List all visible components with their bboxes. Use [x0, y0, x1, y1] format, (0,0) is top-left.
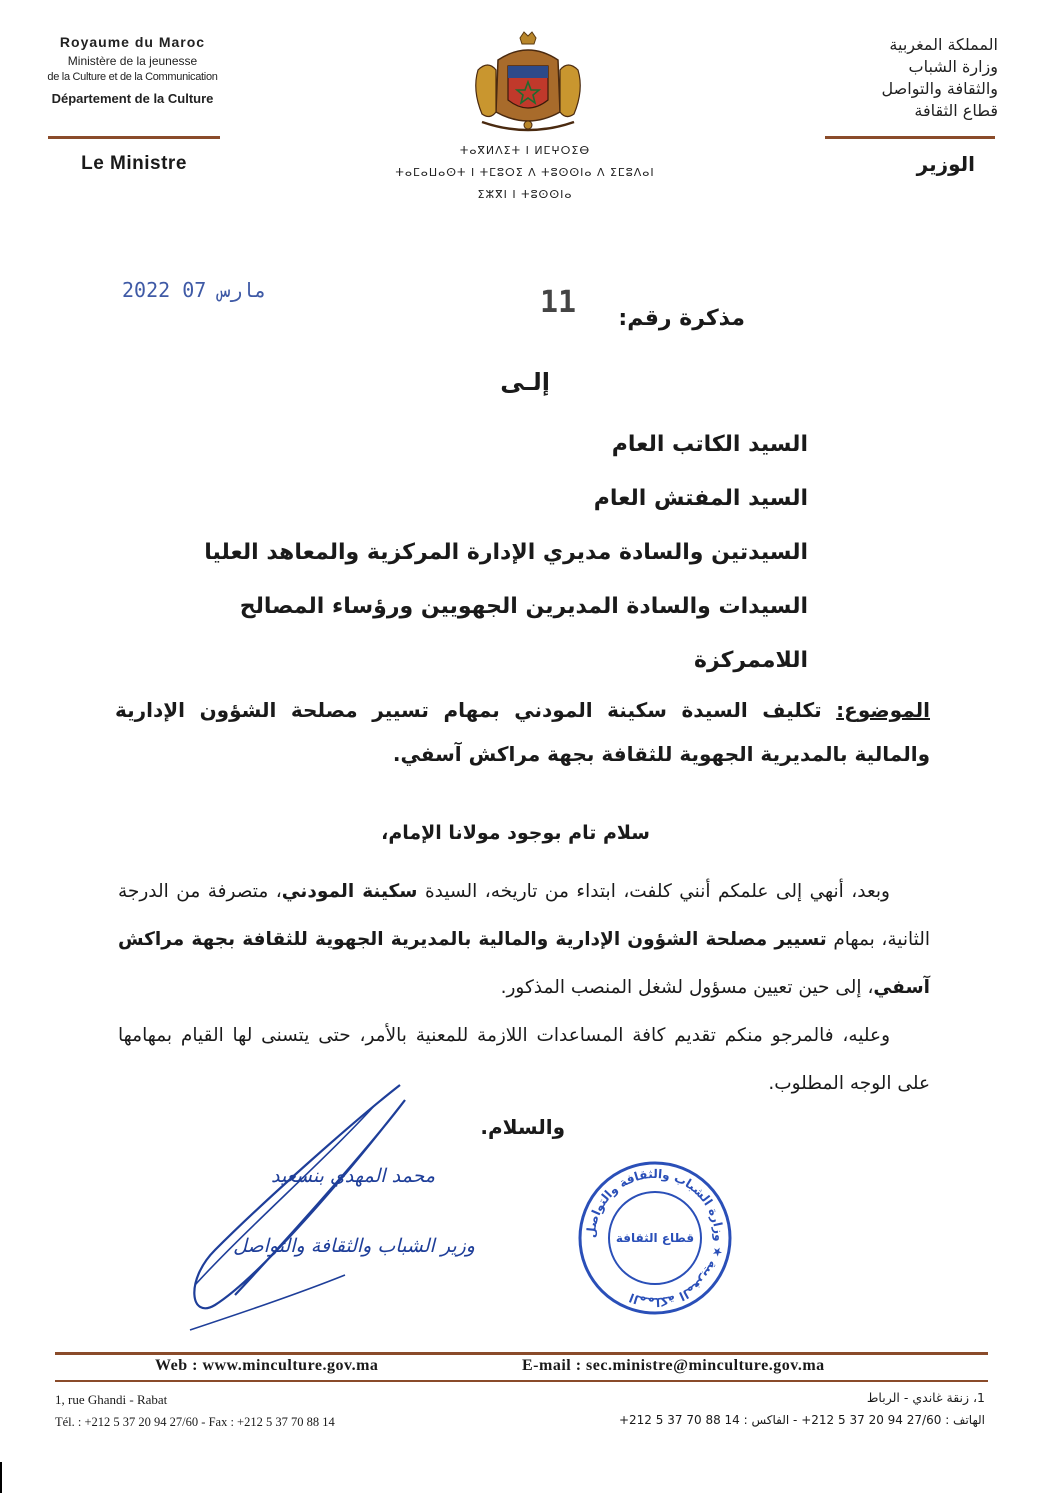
header-divider-fr — [48, 136, 220, 139]
recipient-item: السيدتين والسادة مديري الإدارة المركزية والمعاهد العليا — [204, 540, 808, 565]
header-divider-ar — [825, 136, 995, 139]
closing: والسلام. — [480, 1115, 565, 1139]
header-fr — [40, 34, 225, 106]
subject — [115, 688, 930, 776]
seal-center-text: قطاع الثقافة — [615, 1231, 695, 1245]
memo-number-stamp: 11 — [540, 285, 577, 320]
signature-icon — [175, 1080, 505, 1340]
tifinagh-line1: ⵜⴰⴳⵍⴷⵉⵜ ⵏ ⵍⵎⵖⵔⵉⴱ — [459, 144, 591, 157]
header-ar — [820, 34, 998, 122]
department-fr: Département de la Culture — [51, 91, 214, 106]
employee-name: سكينة المودني — [281, 881, 418, 902]
subject-text: تكليف السيدة سكينة المودني بمهام تسيير مصلحة الشؤون الإدارية والمالية بالمديرية الجهوية للثقافة بجهة مراكش آسفي. — [115, 698, 930, 766]
body-text-segment: وبعد، أنهي إلى علمكم أنني كلفت، ابتداء من تاريخه، السيدة — [417, 881, 890, 902]
coat-of-arms-icon — [468, 30, 588, 140]
footer-divider-bottom — [55, 1380, 988, 1382]
scan-edge-mark — [0, 1462, 2, 1493]
ministry-line1-ar: وزارة الشباب — [908, 57, 998, 76]
recipients-list — [200, 418, 808, 688]
memo-number-label: مذكرة رقم: — [618, 306, 745, 331]
seal-ring-text: المملكة المغربية ★ وزارة الشباب والثقافة والتواصل — [583, 1166, 727, 1310]
recipient-item: السيد الكاتب العام — [611, 432, 808, 457]
footer-phone-fr: Tél. : +212 5 37 20 94 27/60 - Fax : +212 5 37 70 88 14 — [55, 1415, 335, 1429]
footer-divider-top — [55, 1352, 988, 1355]
assignment-text: تسيير مصلحة الشؤون الإدارية والمالية بالمديرية الجهوية للثقافة بجهة مراكش آسفي — [118, 929, 930, 998]
signatory-name: محمد المهدي بنسعيد — [271, 1165, 435, 1187]
footer-phone-ar: الهاتف : 27/60 94 20 37 5 212+ - الفاكس : 14 88 70 37 5 212+ — [618, 1413, 985, 1427]
country-name-ar: المملكة المغربية — [889, 35, 998, 54]
tifinagh-line2: ⵜⴰⵎⴰⵡⴰⵙⵜ ⵏ ⵜⵎⵓⵔⵉ ⴷ ⵜⵓⵙⵙⵏⴰ ⴷ ⵉⵎⵓⴷⴰⵏ — [395, 166, 655, 179]
ministry-line2-ar: والثقافة والتواصل — [881, 79, 998, 98]
date-stamp: 2022 مارس 07 — [122, 278, 267, 302]
body-paragraph-2: وعليه، فالمرجو منكم تقديم كافة المساعدات اللازمة للمعنية بالأمر، حتى يتسنى لها القيام بمهامها على الوجه المطلوب. — [118, 1025, 930, 1094]
greeting: سلام تام بوجود مولانا الإمام، — [381, 822, 650, 844]
body-paragraph-1 — [118, 868, 930, 1012]
subject-label: الموضوع: — [836, 698, 930, 722]
letter-body — [118, 868, 930, 1108]
footer-email: E-mail : sec.ministre@minculture.gov.ma — [522, 1357, 825, 1374]
minister-title-ar: الوزير — [916, 152, 975, 176]
header-tifinagh — [370, 140, 680, 206]
ministry-line2-fr: de la Culture et de la Communication — [47, 71, 218, 83]
minister-title-fr: Le Ministre — [81, 153, 187, 174]
footer-address-ar: 1، زنقة غاندي - الرباط — [866, 1390, 985, 1405]
footer-address-fr: 1, rue Ghandi - Rabat — [55, 1392, 168, 1407]
body-text-segment: ، متصرفة من الدرجة الثانية، بمهام — [118, 881, 931, 950]
country-name-fr: Royaume du Maroc — [59, 34, 206, 50]
signatory-title: وزير الشباب والثقافة والتواصل — [233, 1235, 475, 1257]
department-ar: قطاع الثقافة — [914, 101, 998, 120]
ministry-line1-fr: Ministère de la jeunesse — [67, 54, 198, 68]
body-text-segment: ، إلى حين تعيين مسؤول لشغل المنصب المذكور. — [500, 977, 874, 998]
tifinagh-line3: ⵉⵣⴳⵏ ⵏ ⵜⵓⵙⵙⵏⴰ — [477, 188, 573, 201]
recipient-item: السيد المفتش العام — [593, 486, 808, 511]
addressee-label: إلـى — [500, 368, 550, 396]
footer-website: Web : www.minculture.gov.ma — [155, 1357, 379, 1374]
official-seal-icon — [575, 1158, 735, 1318]
recipient-item: السيدات والسادة المديرين الجهويين ورؤساء المصالح اللاممركزة — [239, 594, 808, 673]
